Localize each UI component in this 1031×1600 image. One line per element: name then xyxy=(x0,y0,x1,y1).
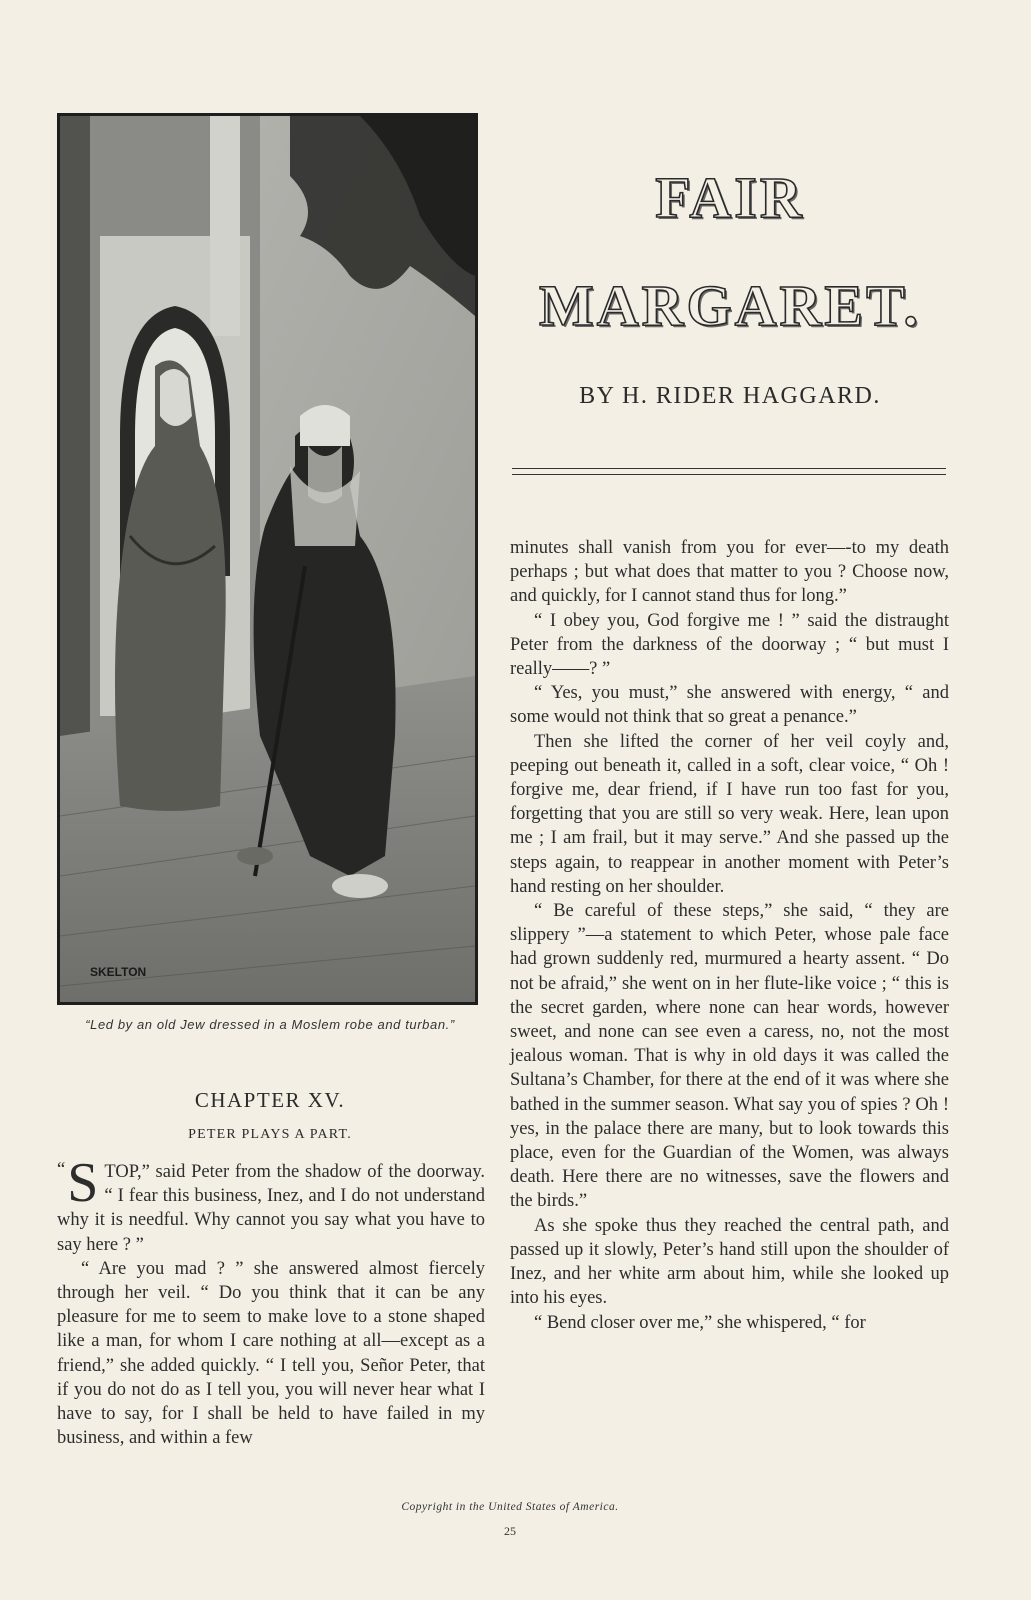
paragraph: “ Bend closer over me,” she whispered, “ for xyxy=(534,1312,866,1333)
copyright-notice: Copyright in the United States of America. xyxy=(401,1501,619,1513)
illustration-signature: SKELTON xyxy=(90,965,147,979)
paragraph xyxy=(57,1152,485,1257)
paragraph: As she spoke thus they reached the central path, and passed up it slowly, Peter’s hand still upon the shoulder of Inez, and her white arm about him, while she looked up into his eyes. xyxy=(510,1215,949,1309)
illustration-drawing xyxy=(60,116,475,1002)
open-quote: “ xyxy=(57,1160,66,1180)
paragraph: “ I obey you, God forgive me ! ” said the distraught Peter from the darkness of the doorway ; “ but must I really——? ” xyxy=(510,610,949,680)
paragraph: “ Are you mad ? ” she answered almost fiercely through her veil. “ Do you think that it can be any pleasure for me to seem to make love to a stone shaped like a man, for whom I care nothing at all—except as a friend,” she added quickly. “ I tell you, Señor Peter, that if you do not do as I tell you, you will never hear what I have to say, for I shall be held to have failed in my business, and within a few xyxy=(57,1258,485,1449)
paragraph: minutes shall vanish from you for ever—-to my death perhaps ; but what does that matter to you ? Choose now, and quickly, for I cannot stand thus for long.” xyxy=(510,538,949,607)
title-rule-bottom xyxy=(512,474,946,475)
title-line-1: FAIR xyxy=(655,165,805,230)
author-byline: BY H. RIDER HAGGARD. xyxy=(579,383,881,409)
illustration-caption: “Led by an old Jew dressed in a Moslem robe and turban.” xyxy=(85,1017,455,1032)
page-number: 25 xyxy=(504,1524,516,1538)
paragraph: “ Yes, you must,” she answered with energy, “ and some would not think that so great a penance.” xyxy=(510,683,949,728)
title-rule-top xyxy=(512,468,946,469)
title-line-2: MARGARET. xyxy=(539,273,921,338)
right-text-column xyxy=(510,536,949,1335)
paragraph: “ Be careful of these steps,” she said, “ they are slippery ”—a statement to which Peter, whose pale face had grown suddenly red, murmured a hearty assent. “ Do not be afraid,” she went on in her flute-like voice ; “ this is the secret garden, where none can hear words, however sweet, and none can see even a caress, no, not the most jealous woman. That is why in old days it was called the Sultana’s Chamber, for there at the end of it was where she bathed in the summer season. What say you of spies ? Oh ! yes, in the palace there are many, but to look towards this place, even for the Guardian of the Women, was always death. Here there are no witnesses, save the flowers and the birds.” xyxy=(510,901,949,1212)
chapter-subtitle: PETER PLAYS A PART. xyxy=(188,1127,352,1142)
story-illustration xyxy=(57,113,478,1005)
drop-cap: S xyxy=(67,1152,99,1214)
paragraph-text: TOP,” said Peter from the shadow of the doorway. “ I fear this business, Inez, and I do not understand why it is needful. Why cannot you say what you have to say here ? ” xyxy=(57,1162,485,1255)
paragraph: Then she lifted the corner of her veil coyly and, peeping out beneath it, called in a soft, clear voice, “ Oh ! forgive me, dear friend, if I have run too fast for you, forgetting that you are still so very weak. Here, lean upon me ; I am frail, but it may serve.” And she passed up the steps again, to reappear in another moment with Peter’s hand resting on her shoulder. xyxy=(510,731,949,897)
left-text-column xyxy=(57,1152,485,1450)
chapter-title: CHAPTER XV. xyxy=(194,1088,346,1112)
